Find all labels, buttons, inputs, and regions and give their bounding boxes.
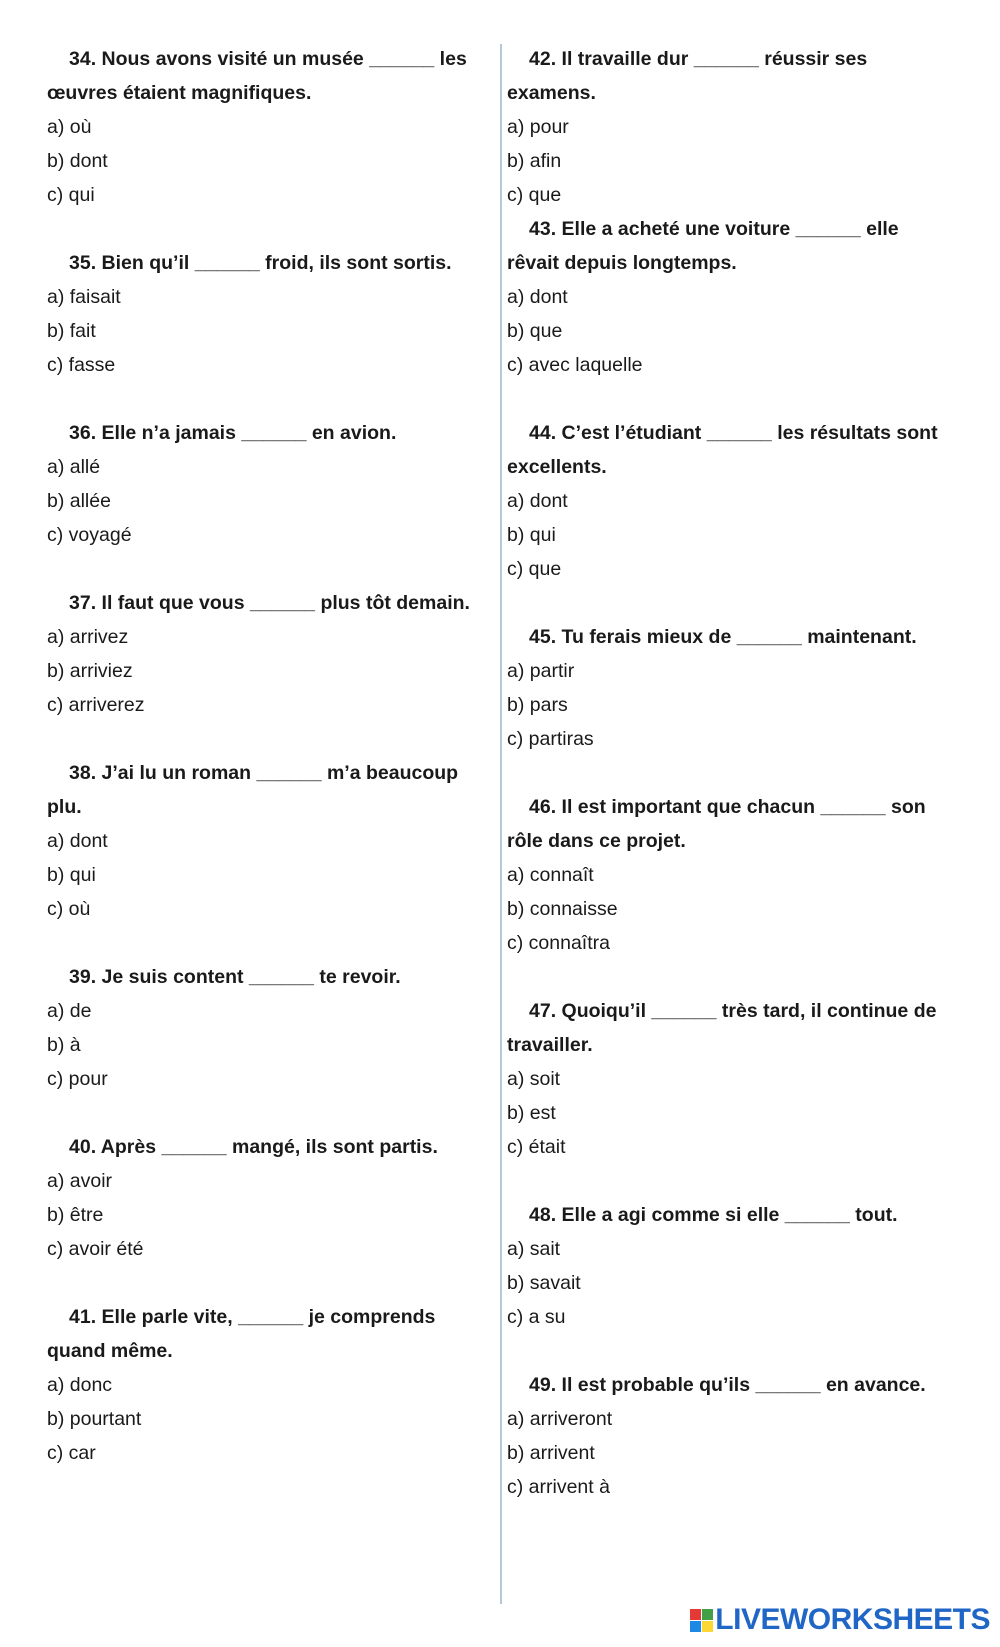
answer-option[interactable]: a) de: [47, 1000, 92, 1022]
answer-option[interactable]: c) était: [507, 1136, 566, 1158]
answer-option[interactable]: a) arrivez: [47, 626, 129, 648]
right-question-column: [507, 42, 947, 1504]
answer-option[interactable]: a) pour: [507, 116, 569, 138]
answer-option[interactable]: b) à: [47, 1034, 81, 1056]
answer-option[interactable]: a) partir: [507, 660, 575, 682]
question-text: 41. Elle parle vite, ______ je comprends quand même.: [47, 1306, 436, 1362]
answer-option[interactable]: c) a su: [507, 1306, 566, 1328]
answer-option[interactable]: b) afin: [507, 150, 562, 172]
logo-blocks-icon: [690, 1609, 713, 1632]
question-text: 34. Nous avons visité un musée ______ les œuvres étaient magnifiques.: [47, 48, 467, 104]
question-39: [47, 960, 477, 1096]
answer-option[interactable]: b) savait: [507, 1272, 581, 1294]
question-41: [47, 1300, 477, 1470]
answer-option[interactable]: a) allé: [47, 456, 101, 478]
question-text: 37. Il faut que vous ______ plus tôt demain.: [69, 592, 470, 614]
question-text: 38. J’ai lu un roman ______ m’a beaucoup plu.: [47, 762, 459, 818]
answer-option[interactable]: a) où: [47, 116, 92, 138]
answer-option[interactable]: a) connaît: [507, 864, 594, 886]
question-text: 49. Il est probable qu’ils ______ en avance.: [529, 1374, 926, 1396]
question-42: [507, 42, 947, 212]
question-text: 45. Tu ferais mieux de ______ maintenant.: [529, 626, 917, 648]
question-35: [47, 246, 477, 382]
question-text: 44. C’est l’étudiant ______ les résultats sont excellents.: [507, 422, 938, 478]
answer-option[interactable]: b) fait: [47, 320, 96, 342]
question-text: 48. Elle a agi comme si elle ______ tout.: [529, 1204, 898, 1226]
answer-option[interactable]: b) connaisse: [507, 898, 618, 920]
liveworksheets-logo: [690, 1603, 990, 1637]
question-45: [507, 620, 947, 756]
answer-option[interactable]: c) arrivent à: [507, 1476, 610, 1498]
question-38: [47, 756, 477, 926]
answer-option[interactable]: a) arriveront: [507, 1408, 613, 1430]
question-44: [507, 416, 947, 586]
answer-option[interactable]: c) qui: [47, 184, 95, 206]
answer-option[interactable]: b) est: [507, 1102, 556, 1124]
question-text: 42. Il travaille dur ______ réussir ses examens.: [507, 48, 868, 104]
answer-option[interactable]: b) que: [507, 320, 563, 342]
logo-text: LIVEWORKSHEETS: [715, 1603, 990, 1636]
answer-option[interactable]: c) que: [507, 184, 562, 206]
question-text: 46. Il est important que chacun ______ son rôle dans ce projet.: [507, 796, 926, 852]
question-46: [507, 790, 947, 960]
answer-option[interactable]: c) avoir été: [47, 1238, 144, 1260]
question-40: [47, 1130, 477, 1266]
answer-option[interactable]: b) qui: [47, 864, 96, 886]
answer-option[interactable]: b) pourtant: [47, 1408, 142, 1430]
question-34: [47, 42, 477, 212]
column-divider: [500, 44, 502, 1604]
answer-option[interactable]: c) car: [47, 1442, 96, 1464]
answer-option[interactable]: b) arrivent: [507, 1442, 595, 1464]
answer-option[interactable]: c) que: [507, 558, 562, 580]
question-text: 35. Bien qu’il ______ froid, ils sont sortis.: [69, 252, 452, 274]
question-text: 40. Après ______ mangé, ils sont partis.: [69, 1136, 438, 1158]
question-43: [507, 212, 947, 382]
answer-option[interactable]: a) dont: [47, 830, 108, 852]
answer-option[interactable]: b) qui: [507, 524, 556, 546]
answer-option[interactable]: a) sait: [507, 1238, 561, 1260]
left-question-column: [47, 42, 477, 1470]
answer-option[interactable]: b) allée: [47, 490, 111, 512]
answer-option[interactable]: a) faisait: [47, 286, 121, 308]
answer-option[interactable]: c) avec laquelle: [507, 354, 643, 376]
answer-option[interactable]: c) connaîtra: [507, 932, 610, 954]
question-48: [507, 1198, 947, 1334]
answer-option[interactable]: b) être: [47, 1204, 104, 1226]
answer-option[interactable]: b) dont: [47, 150, 108, 172]
answer-option[interactable]: a) avoir: [47, 1170, 113, 1192]
answer-option[interactable]: c) partiras: [507, 728, 594, 750]
answer-option[interactable]: c) voyagé: [47, 524, 132, 546]
question-text: 43. Elle a acheté une voiture ______ elle rêvait depuis longtemps.: [507, 218, 899, 274]
answer-option[interactable]: a) dont: [507, 490, 568, 512]
answer-option[interactable]: b) arriviez: [47, 660, 133, 682]
question-text: 39. Je suis content ______ te revoir.: [69, 966, 401, 988]
question-text: 47. Quoiqu’il ______ très tard, il continue de travailler.: [507, 1000, 937, 1056]
question-text: 36. Elle n’a jamais ______ en avion.: [69, 422, 397, 444]
answer-option[interactable]: c) où: [47, 898, 91, 920]
question-36: [47, 416, 477, 552]
answer-option[interactable]: b) pars: [507, 694, 568, 716]
answer-option[interactable]: a) dont: [507, 286, 568, 308]
answer-option[interactable]: c) fasse: [47, 354, 116, 376]
answer-option[interactable]: a) donc: [47, 1374, 113, 1396]
question-37: [47, 586, 477, 722]
question-49: [507, 1368, 947, 1504]
question-47: [507, 994, 947, 1164]
answer-option[interactable]: c) pour: [47, 1068, 108, 1090]
answer-option[interactable]: a) soit: [507, 1068, 561, 1090]
answer-option[interactable]: c) arriverez: [47, 694, 145, 716]
